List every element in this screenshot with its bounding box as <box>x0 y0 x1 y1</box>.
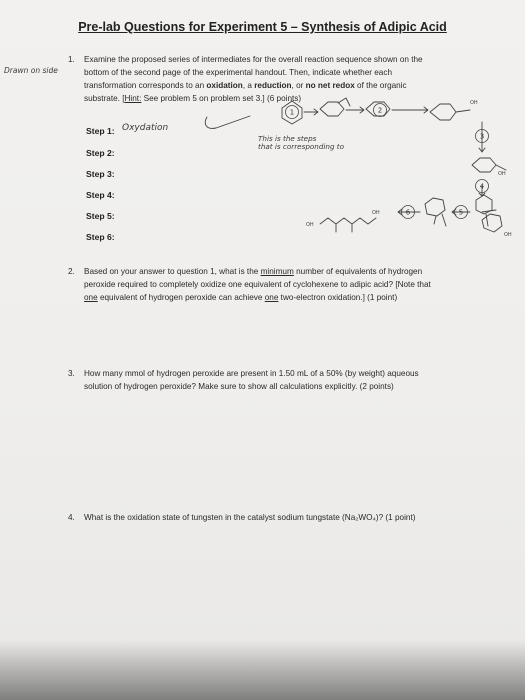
q2-line3: one equivalent of hydrogen peroxide can achieve one two-electron oxidation.] (1 point) <box>84 293 398 302</box>
oh-label-1: OH <box>470 100 478 106</box>
step-4-label: Step 4: <box>86 190 115 200</box>
page-title: Pre-lab Questions for Experiment 5 – Synthesis of Adipic Acid <box>78 20 447 34</box>
circled-number-3-label: 3 <box>479 132 485 141</box>
step-2-label: Step 2: <box>86 148 115 158</box>
q4-number: 4. <box>68 513 75 522</box>
q3-number: 3. <box>68 369 75 378</box>
q1-number: 1. <box>68 55 75 64</box>
q1-line1: Examine the proposed series of intermediates for the overall reaction sequence shown on the <box>84 55 423 64</box>
q1-line4: substrate. [Hint: See problem 5 on problem set 3.] (6 points) <box>84 94 302 103</box>
q3-line2: solution of hydrogen peroxide? Make sure to show all calculations explicitly. (2 points) <box>84 382 394 391</box>
note-line-1: This is the steps <box>258 134 317 143</box>
step-1-label: Step 1: <box>86 126 115 136</box>
page-shadow <box>0 640 525 700</box>
circled-number-1-label: 1 <box>289 108 295 117</box>
intermediate-ring-drawing <box>425 198 445 216</box>
oh-label-5: OH <box>372 210 380 216</box>
step-3-label: Step 3: <box>86 169 115 179</box>
oh-label-3: OH <box>504 232 512 238</box>
q1-line2: bottom of the second page of the experimental handout. Then, indicate whether each <box>84 68 392 77</box>
epoxide-drawing <box>320 102 344 116</box>
q2-number: 2. <box>68 267 75 276</box>
step-5-label: Step 5: <box>86 211 115 221</box>
q4-text: What is the oxidation state of tungsten in the catalyst sodium tungstate (Na₂WO₄)? (1 point) <box>84 513 416 522</box>
lactone-ring-drawing <box>482 214 502 232</box>
ring-drawing <box>430 104 456 120</box>
q1-line3: transformation corresponds to an oxidation, a reduction, or no net redox of the organic <box>84 81 407 90</box>
oh-label-2: OH <box>498 171 506 177</box>
circled-number-4-label: 4 <box>479 182 485 191</box>
note-line-2: that is corresponding to <box>258 142 345 151</box>
circled-number-6-label: 6 <box>405 208 411 217</box>
ketone-ring-drawing <box>472 158 496 172</box>
step1-answer: Oxydation <box>122 123 169 133</box>
curved-arrow <box>205 116 250 128</box>
q3-line1: How many mmol of hydrogen peroxide are present in 1.50 mL of a 50% (by weight) aqueous <box>84 369 419 378</box>
q2-line1: Based on your answer to question 1, what is the minimum number of equivalents of hydrogen <box>84 267 423 276</box>
q2-line2: peroxide required to completely oxidize one equivalent of cyclohexene to adipic acid? [Note that <box>84 280 431 289</box>
step-6-label: Step 6: <box>86 232 115 242</box>
margin-note: Drawn on side <box>4 66 58 75</box>
adipic-acid-chain-drawing <box>320 218 376 224</box>
circled-number-2-label: 2 <box>377 106 383 115</box>
circled-number-5-label: 5 <box>458 208 464 217</box>
oh-label-4: OH <box>306 222 314 228</box>
